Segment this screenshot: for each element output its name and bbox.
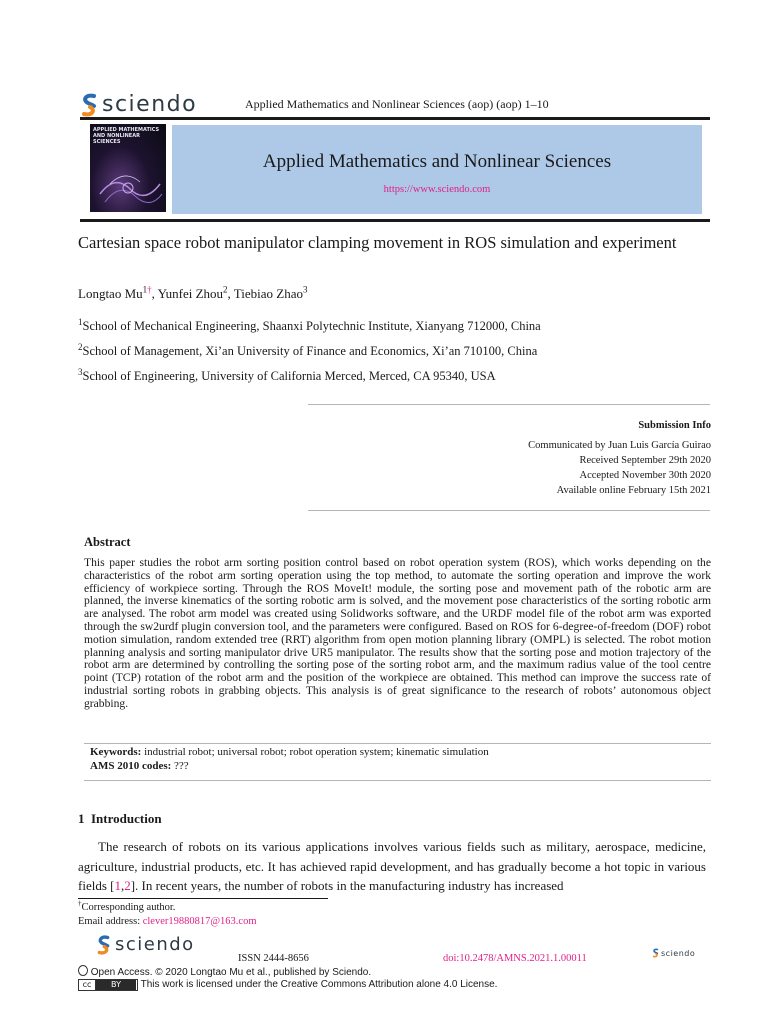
affiliation-sup: 2 [78, 341, 83, 352]
submission-bottom-rule [308, 510, 710, 511]
open-access-icon [78, 965, 88, 976]
section-title: Introduction [91, 811, 162, 826]
affiliation-sup: 3 [78, 366, 83, 377]
intro-text: The research of robots on its various applications involves various fields such as military, aerospace, medicine, agriculture, industrial products, etc. It has achieved rapid development, and has gradually become a hot topic in various fields [ [78, 839, 706, 893]
citation-link[interactable]: 2 [124, 878, 131, 893]
cc-by-badge[interactable] [78, 979, 138, 991]
keywords-label: Keywords: [90, 746, 142, 758]
journal-cover-image [90, 124, 166, 212]
footer-small-logo-text: sciendo [661, 948, 696, 958]
author-sup: 2 [223, 284, 228, 295]
sciendo-logo-icon [96, 935, 111, 955]
footer-sciendo-logo [96, 934, 195, 955]
journal-title: Applied Mathematics and Nonlinear Sciences [262, 151, 612, 172]
author-sup: 1 [142, 284, 148, 295]
author-list: Longtao $Mu^{1\dagger}$, Yunfei Zhou$^2$, Tiebiao Zhao$^3$ [78, 284, 308, 301]
submission-heading: Submission Info [638, 420, 711, 431]
keywords-line [90, 746, 489, 758]
abstract-heading: Abstract [84, 535, 131, 549]
submission-line: Received September 29th 2020 [579, 455, 711, 466]
cc-icon: cc [79, 980, 96, 990]
author-name: Tiebiao Zhao [233, 286, 304, 301]
sciendo-logo-icon [652, 948, 659, 958]
banner-rule [80, 219, 710, 222]
ams-text: ??? [174, 760, 189, 772]
affiliation [78, 316, 541, 334]
affiliation [78, 341, 538, 359]
submission-top-rule [308, 404, 710, 405]
intro-paragraph [78, 837, 706, 896]
keywords-bottom-rule [84, 780, 711, 781]
footnote [78, 901, 257, 929]
submission-line: Accepted November 30th 2020 [579, 470, 711, 481]
ams-label: AMS 2010 codes: [90, 760, 172, 772]
issn: ISSN 2444-8656 [238, 953, 309, 964]
footnote-corresponding: Corresponding author. [81, 902, 176, 913]
affiliation-text: School of Mechanical Engineering, Shaanxi Polytechnic Institute, Xianyang 712000, China [82, 319, 541, 333]
affiliation [78, 366, 496, 384]
doi-link[interactable]: doi:10.2478/AMNS.2021.1.00011 [443, 953, 587, 964]
license-text: This work is licensed under the Creative Commons Attribution alone 4.0 License. [140, 979, 498, 990]
footnote-rule [78, 898, 328, 899]
keywords-text: industrial robot; universal robot; robot operation system; kinematic simulation [144, 746, 489, 758]
keywords-top-rule [84, 743, 711, 744]
ams-codes-line [90, 760, 189, 772]
submission-line: Communicated by Juan Luis García Guirao [528, 440, 711, 451]
section-number: 1 [78, 811, 85, 826]
author-name: Yunfei Zhou [157, 286, 224, 301]
sciendo-logo-icon [80, 93, 98, 117]
footer-logo-text: sciendo [115, 934, 195, 955]
affiliation-sup: 1 [78, 316, 83, 327]
cover-title: APPLIED MATHEMATICS AND NONLINEAR SCIENCES [93, 127, 160, 145]
email-link[interactable]: clever19880817@163.com [142, 916, 257, 927]
submission-info [528, 418, 711, 498]
submission-line: Available online February 15th 2021 [556, 485, 711, 496]
sciendo-logo-text: sciendo [102, 92, 198, 117]
running-head: Applied Mathematics and Nonlinear Sciences (aop) (aop) 1–10 [245, 97, 549, 111]
footer-small-logo [652, 948, 695, 958]
citation-separator: , [120, 878, 125, 893]
article-title: Cartesian space robot manipulator clamping movement in ROS simulation and experiment [78, 233, 677, 252]
journal-banner [172, 125, 702, 214]
citation-link[interactable]: 1 [114, 878, 121, 893]
license-line [78, 979, 497, 991]
open-access-text: Open Access. © 2020 Longtao Mu et al., published by Sciendo. [90, 967, 372, 978]
sciendo-logo [80, 92, 197, 117]
journal-url-link[interactable]: https://www.sciendo.com [383, 184, 491, 195]
intro-text: ]. In recent years, the number of robots in the manufacturing industry has increased [130, 878, 564, 893]
footnote-email-label: Email address: [78, 916, 143, 927]
author-sup: 3 [303, 284, 308, 295]
footnote-mark: † [78, 899, 82, 908]
corresponding-mark-link[interactable]: † [147, 284, 152, 295]
author-name: Longtao Mu [78, 286, 143, 301]
affiliation-text: School of Management, Xi’an University of Finance and Economics, Xi’an 710100, China [82, 344, 538, 358]
open-access-line [78, 965, 371, 978]
section-heading [78, 811, 162, 827]
header-rule [80, 117, 710, 120]
cover-fractal-art [90, 144, 166, 212]
abstract-text: This paper studies the robot arm sorting position control based on robot operation system (ROS), which works depending on the characteristics of the robot arm sorting operation using the top method, to automate the sorting operation and improve the work efficiency of workpiece sorting. Through the ROS MoveIt! module, the sorting pose and movement path of the robotic arm are planned, the inverse kinematics of the sorting robotic arm is solved, and the movement pose characteristics of the sorting robotic arm are analysed. The robot arm model was created using Solidworks software, and the URDF model file of the robot arm was exported through the sw2urdf plugin conversion tool, and the parameters were configured. Based on ROS for 6-degree-of-freedom (DOF) robot motion simulation, random extended tree (RRT) algorithm from open motion planning library (OMPL) is selected. The robot motion planning analysis and sorting manipulator drive UR5 manipulator. The results show that the sorting pose and motion trajectory of the robot arm are determined by controlling the sorting pose of the sorting robot arm, and the maximum radius value of the tool centre point (TCP) rotation of the robot arm and the position of the workpiece are obtained. This method can improve the success rate of industrial sorting robots in grabbing objects. This analysis is of great significance to the research of robots’ autonomous object grabbing. [84, 556, 711, 710]
by-label: BY [96, 980, 136, 990]
affiliation-text: School of Engineering, University of California Merced, Merced, CA 95340, USA [82, 369, 496, 383]
